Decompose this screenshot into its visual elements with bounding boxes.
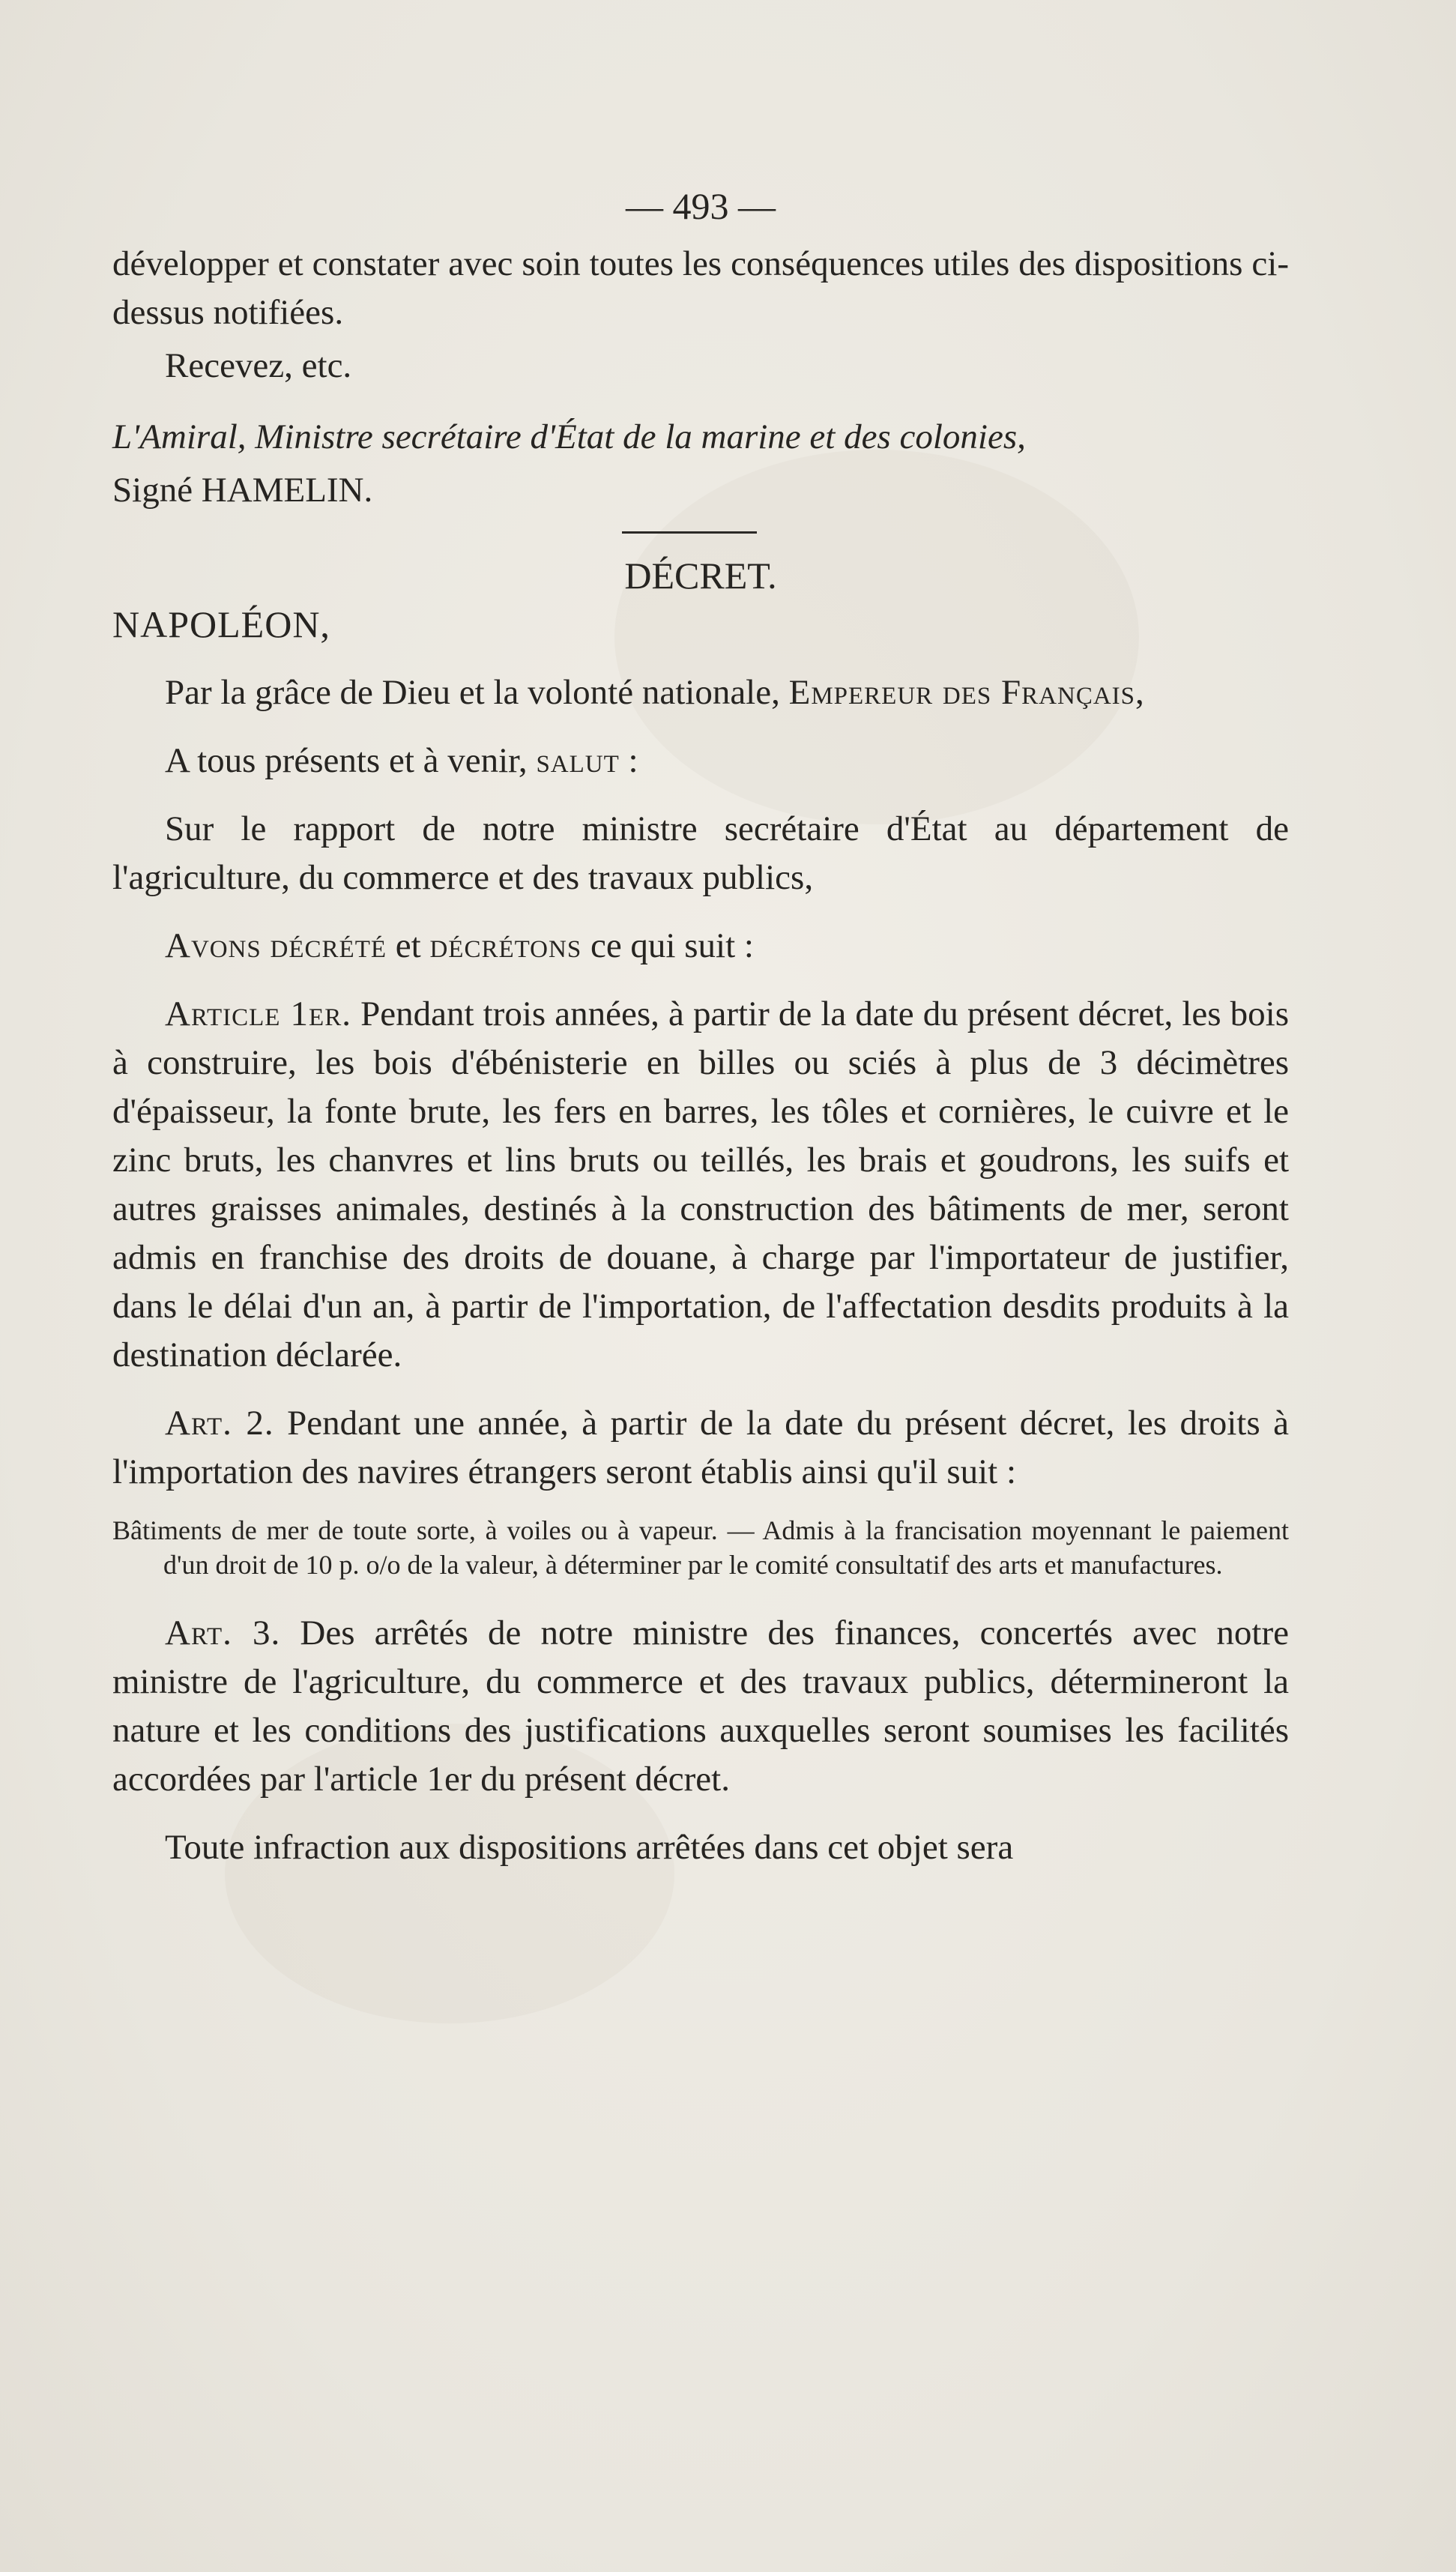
section-divider [622,531,757,534]
article-1 [112,990,1289,1380]
decree-preamble [112,668,1289,717]
preamble-text: Par la grâce de Dieu et la volonté nationale, [165,673,780,712]
page-number: — 493 — [626,185,776,227]
article-2-detail: Bâtiments de mer de toute sorte, à voiles ou à vapeur. — Admis à la francisation moyennant le paiement d'un droit de 10 p. o/o de la valeur, à déterminer par le comité consultatif des arts et manufactures. [112,1515,1289,1580]
decretons-word: décrétons [429,926,582,965]
signature: Signé HAMELIN. [112,471,373,510]
article-3-text: Des arrêtés de notre ministre des finances, concertés avec notre ministre de l'agriculture, du commerce et des travaux publics, détermineront la nature et les conditions des justifications auxquelles seront soumises les facilités accordées par l'article 1er du présent décret. [112,1613,1289,1799]
et-word: et [387,926,430,965]
preamble-end: , [1135,673,1144,712]
avons-word: Avons [165,926,262,965]
address-text: A tous présents et à venir, [165,741,528,780]
address-end: : [619,741,638,780]
continuation-line: Toute infraction aux dispositions arrêtées dans cet objet sera [165,1828,1014,1867]
qui-suit-text: ce qui suit : [582,926,754,965]
decree-report: Sur le rapport de notre ministre secrétaire d'État au département de l'agriculture, du commerce et des travaux publics, [112,809,1289,897]
decree-address [112,737,1289,785]
emperor-title: Empereur des Français [788,673,1136,712]
article-3-label: Art. 3. [165,1613,281,1652]
closing-formula: Recevez, etc. [165,346,352,385]
article-3 [112,1609,1289,1804]
salut-word: salut [536,741,620,780]
signatory-title: L'Amiral, Ministre secrétaire d'État de la marine et des colonies, [112,417,1026,456]
article-2-label: Art. 2. [165,1404,274,1443]
article-1-text: Pendant trois années, à partir de la date du présent décret, les bois à construire, les bois d'ébénisterie en billes ou sciés à plus de 3 décimètres d'épaisseur, la fonte brute, les fers en barres, les tôles et cornières, le cuivre et le zinc bruts, les chanvres et lins bruts ou teillés, les brais et goudrons, les suifs et autres graisses animales, destinés à la construction des bâtiments de mer, seront admis en franchise des droits de douane, à charge par l'importateur de justifier, dans le délai d'un an, à partir de l'importation, de l'affectation desdits produits à la destination déclarée. [112,994,1290,1374]
article-2 [112,1399,1289,1497]
decree-title: DÉCRET. [624,555,777,597]
decrete-word: décrété [270,926,387,965]
article-2-text: Pendant une année, à partir de la date du présent décret, les droits à l'importation des navires étrangers seront établis ainsi qu'il suit : [112,1404,1289,1491]
article-1-label: Article 1er. [165,994,351,1033]
intro-paragraph: développer et constater avec soin toutes les conséquences utiles des dispositions ci-dessus notifiées. [112,244,1289,332]
decree-sovereign: NAPOLÉON, [112,603,330,645]
decree-enactment [112,922,1289,970]
page-text [112,180,1289,1872]
